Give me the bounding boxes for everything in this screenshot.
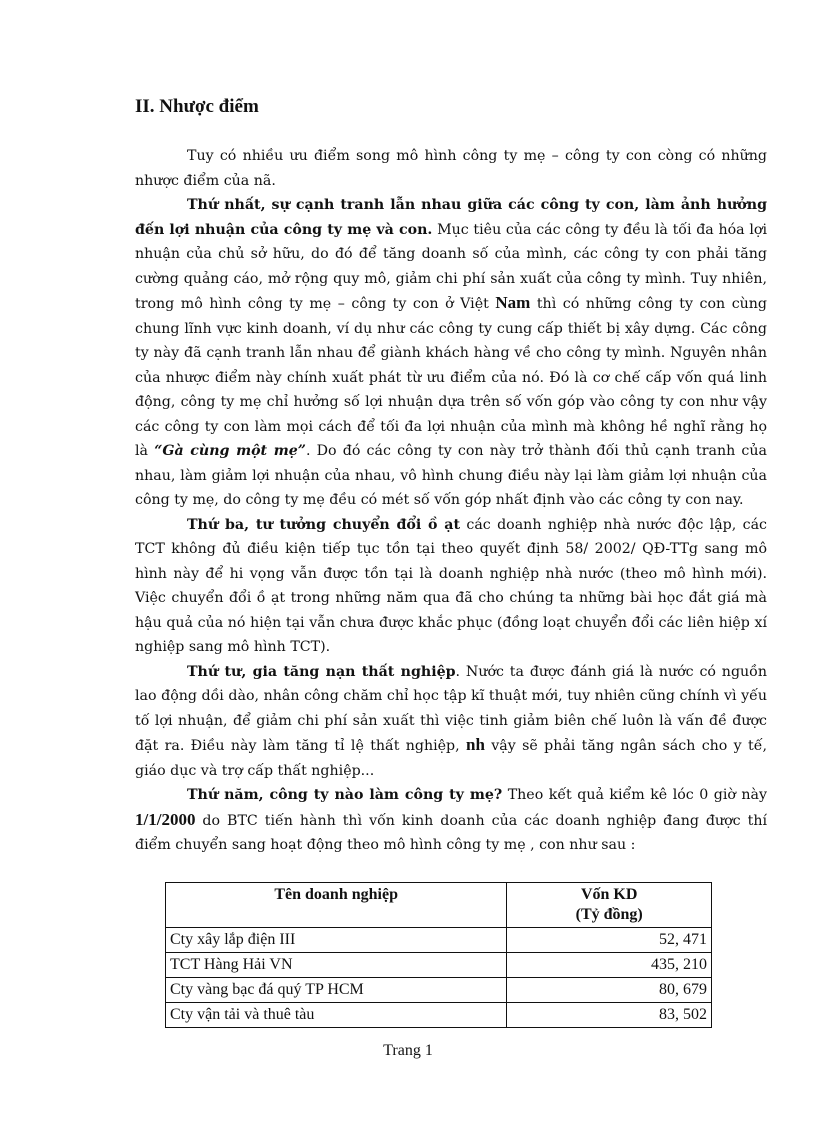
- word-nam: Nam: [495, 293, 531, 312]
- table-row: [166, 953, 712, 978]
- table-header-row: [166, 883, 712, 928]
- fifth-drawback-title: Thứ năm, công ty nào làm công ty mẹ?: [187, 787, 503, 803]
- capital-value: 52, 471: [507, 928, 712, 953]
- paragraph-intro: Tuy có nhiều ưu điểm song mô hình công ty mẹ – công ty con còng có những nhược điểm của nã.: [135, 148, 767, 189]
- table-row: [166, 928, 712, 953]
- capital-value: 80, 679: [507, 978, 712, 1003]
- date-2000: 1/1/2000: [135, 809, 196, 829]
- enterprise-name: Cty xây lắp điện III: [166, 928, 507, 953]
- third-drawback-title: Thứ ba, tư tưởng chuyển đổi ồ ạt: [187, 516, 461, 533]
- fourth-drawback-title: Thứ tư, gia tăng nạn thất nghiệp: [187, 663, 456, 680]
- table-row: [166, 1003, 712, 1028]
- page-number: Trang 1: [383, 1042, 433, 1059]
- body-text: [135, 144, 767, 858]
- enterprise-name: Cty vận tải và thuê tàu: [166, 1003, 507, 1028]
- paragraph-first-drawback: Thứ nhất, sự cạnh tranh lẫn nhau giữa các công ty con, làm ảnh hưởng đến lợi nhuận của công ty mẹ và con. Mục tiêu của các công ty đều là tối đa hóa lợi nhuận của chủ sở hữu, do đó để tăng doanh số của mình, các công ty con phải tăng cường quảng cáo, mở rộng quy mô, giảm chi phí sản xuất của công ty mình. Tuy nhiên, trong mô hình công ty mẹ – công ty con ở Việt Nam thì có những công ty con cùng chung lĩnh vực kinh doanh, ví dụ như các công ty cung cấp thiết bị xây dựng. Các công ty này đã cạnh tranh lẫn nhau để giành khách hàng về cho công ty mình. Nguyên nhân của nhược điểm này chính xuất phát từ ưu điểm của nó. Đó là cơ chế cấp vốn quá linh động, công ty mẹ chỉ hưởng số lợi nhuận dựa trên số vốn góp vào công ty con như vậy các công ty con làm mọi cách để tối đa lợi nhuận của mình mà không hề nghĩ rằng họ là “Gà cùng một mẹ”. Do đó các công ty con này trở thành đối thủ cạnh tranh của nhau, làm giảm lợi nhuận của nhau, vô hình chung điều này lại làm giảm lợi nhuận của công ty mẹ, do công ty mẹ đều có mét số vốn góp nhất định vào các công ty con nay.: [135, 197, 767, 508]
- enterprise-name: TCT Hàng Hải VN: [166, 953, 507, 978]
- capital-table: [165, 882, 712, 1028]
- section-heading: II. Nhược điểm: [135, 96, 259, 117]
- capital-value: 83, 502: [507, 1003, 712, 1028]
- paragraph-fourth-drawback: Thứ tư, gia tăng nạn thất nghiệp. Nước ta được đánh giá là nước có nguồn lao động dồi dào, nhân công chăm chỉ học tập kĩ thuật mới, tuy nhiên cũng chính vì yếu tố lợi nhuận, để giảm chi phí sản xuất thì việc tinh giảm biên chế luôn là vấn đề được đặt ra. Điều này làm tăng tỉ lệ thất nghiệp, nh vậy sẽ phải tăng ngân sách cho y tế, giáo dục và trợ cấp thất nghiệp...: [135, 663, 767, 779]
- header-capital: Vốn KD (Tỷ đồng): [507, 883, 712, 928]
- paragraph-third-drawback: Thứ ba, tư tưởng chuyển đổi ồ ạt các doanh nghiệp nhà nước độc lập, các TCT không đủ điều kiện tiếp tục tồn tại theo quyết định 58/ 2002/ QĐ-TTg sang mô hình này để hi vọng vẫn được tồn tại là doanh nghiệp nhà nước (theo mô hình mới). Việc chuyển đổi ồ ạt trong những năm qua đã cho chúng ta những bài học đắt giá mà hậu quả của nó hiện tại vẫn chưa được khắc phục (đồng loạt chuyển đổi các liên hiệp xí nghiệp sang mô hình TCT).: [135, 516, 767, 655]
- enterprise-name: Cty vàng bạc đá quý TP HCM: [166, 978, 507, 1003]
- capital-value: 435, 210: [507, 953, 712, 978]
- table-row: [166, 978, 712, 1003]
- fragment-nh: nh: [466, 735, 485, 754]
- header-enterprise-name: Tên doanh nghiệp: [166, 883, 507, 928]
- first-drawback-title: Thứ nhất, sự cạnh tranh lẫn nhau giữa các công ty con, làm ảnh hưởng đến lợi nhuận của công ty mẹ và con.: [135, 197, 767, 238]
- paragraph-fifth-drawback: Thứ năm, công ty nào làm công ty mẹ? Theo kết quả kiểm kê lóc 0 giờ này 1/1/2000 do BTC tiến hành thì vốn kinh doanh của các doanh nghiệp đang được thí điểm chuyển sang hoạt động theo mô hình công ty mẹ , con như sau :: [135, 787, 767, 853]
- quote-same-mother: “Gà cùng một mẹ”: [154, 443, 306, 459]
